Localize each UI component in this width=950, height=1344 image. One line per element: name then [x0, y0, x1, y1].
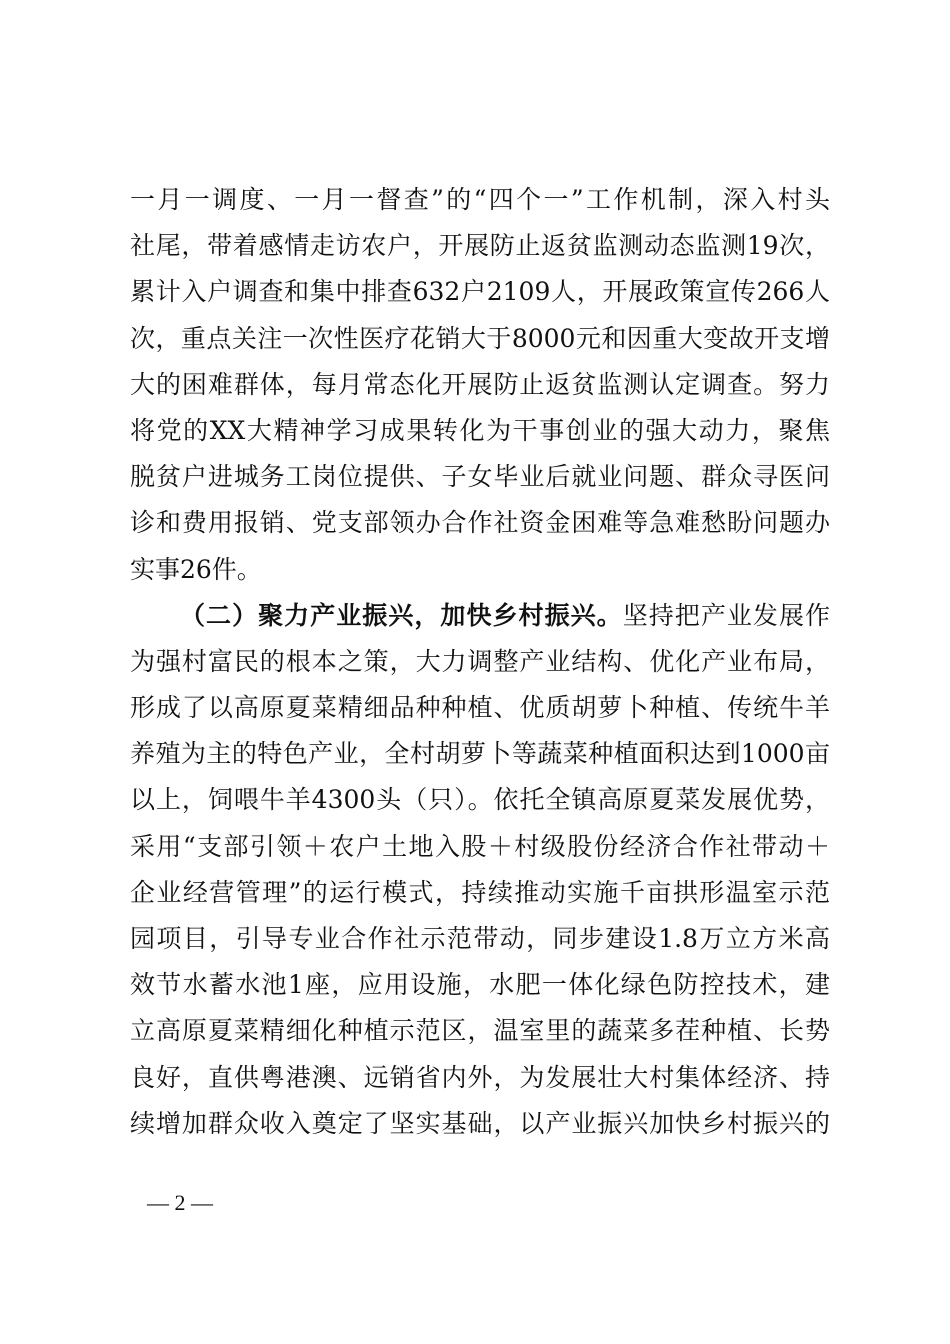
text-line: 累计入户调查和集中排查632户2109人，开展政策宣传266人 — [130, 277, 830, 307]
text-line: 园项目，引导专业合作社示范带动，同步建设1.8万立方米高 — [130, 924, 830, 953]
text-line: 诊和费用报销、党支部领办合作社资金困难等急难愁盼问题办 — [130, 508, 830, 538]
text-line: 养殖为主的特色产业，全村胡萝卜等蔬菜种植面积达到1000亩 — [130, 739, 830, 769]
paragraph-2 — [130, 593, 830, 1147]
text-line: 实事26件。 — [130, 554, 262, 584]
text-line: 企业经营管理”的运行模式，持续推动实施千亩拱形温室示范 — [130, 877, 830, 907]
text-line: 为强村富民的根本之策，大力调整产业结构、优化产业布局， — [130, 646, 830, 676]
text-line: 脱贫户进城务工岗位提供、子女毕业后就业问题、群众寻医问 — [130, 462, 830, 492]
text-line: 续增加群众收入奠定了坚实基础，以产业振兴加快乡村振兴的 — [130, 1108, 830, 1138]
text-line: 立高原夏菜精细化种植示范区，温室里的蔬菜多茬种植、长势 — [130, 1016, 830, 1046]
text-line: 以上，饲喂牛羊4300头（只）。依托全镇高原夏菜发展优势， — [130, 785, 830, 815]
section-heading: （二）聚力产业振兴，加快乡村振兴。 — [180, 600, 623, 630]
text-line: 采用“支部引领＋农户土地入股＋村级股份经济合作社带动＋ — [130, 831, 830, 861]
text-run: 坚持把产业发展作 — [622, 600, 830, 630]
paragraph-1 — [130, 177, 830, 593]
paragraph-2-first-line — [130, 593, 830, 639]
text-line: 一月一调度、一月一督查”的“四个一”工作机制，深入村头 — [130, 185, 830, 214]
text-line: 次，重点关注一次性医疗花销大于8000元和因重大变故开支增 — [130, 323, 830, 353]
body-text — [130, 177, 830, 1147]
text-line: 社尾，带着感情走访农户，开展防止返贫监测动态监测19次， — [130, 231, 830, 261]
text-line: 大的困难群体，每月常态化开展防止返贫监测认定调查。努力 — [130, 369, 830, 399]
page-number: — 2 — — [147, 1190, 213, 1215]
text-line: 良好，直供粤港澳、远销省内外，为发展壮大村集体经济、持 — [130, 1062, 830, 1092]
text-line: 将党的XX大精神学习成果转化为干事创业的强大动力，聚焦 — [130, 415, 830, 445]
text-line: 效节水蓄水池1座，应用设施，水肥一体化绿色防控技术，建 — [130, 970, 830, 1000]
text-line: 形成了以高原夏菜精细品种种植、优质胡萝卜种植、传统牛羊 — [130, 693, 830, 723]
